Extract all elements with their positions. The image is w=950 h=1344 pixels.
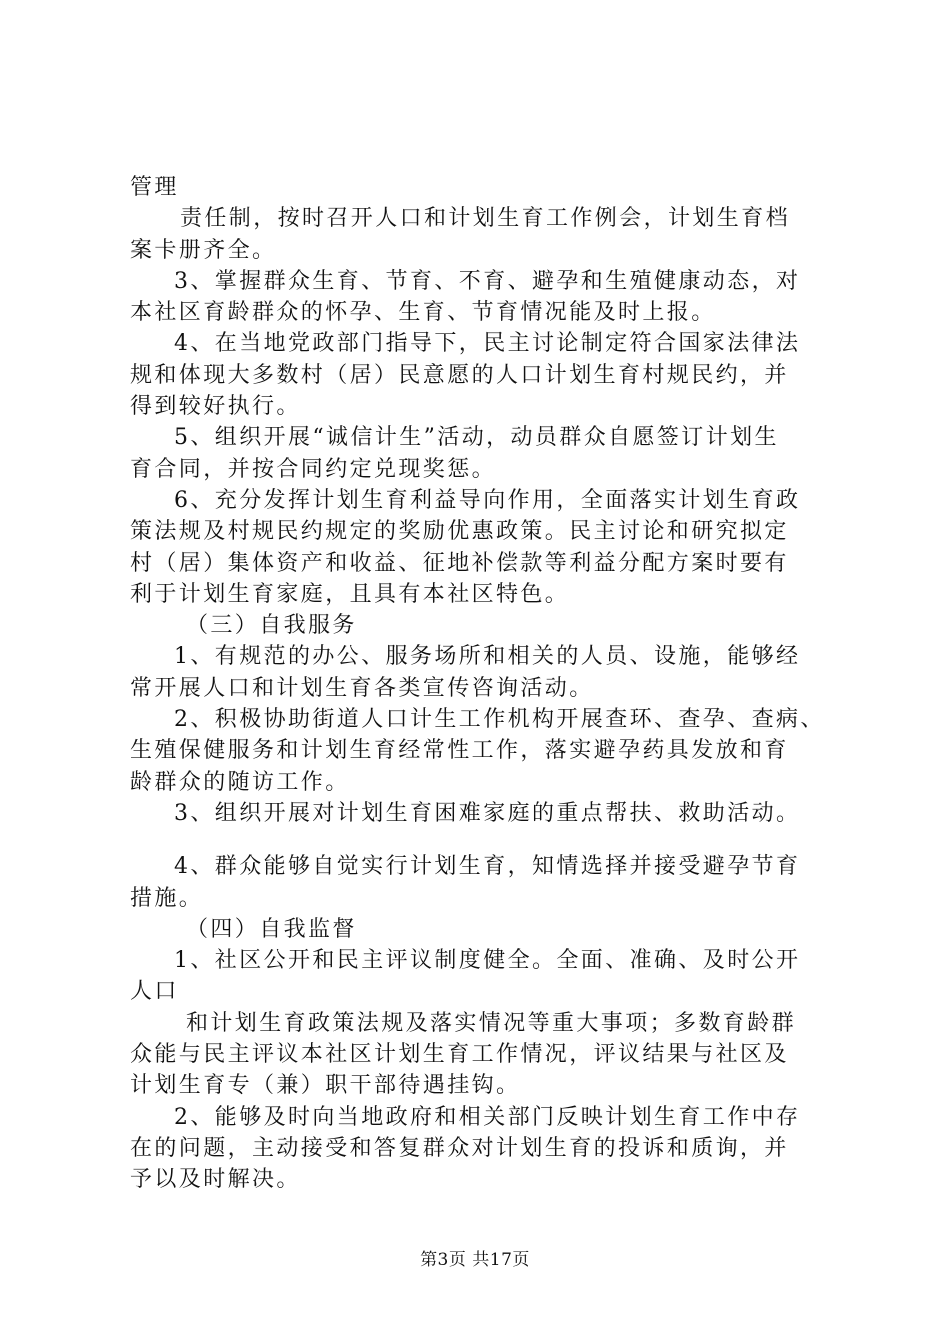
- text-line: 策法规及村规民约规定的奖励优惠政策。民主讨论和研究拟定: [130, 519, 789, 545]
- text-line: 6、充分发挥计划生育利益导向作用，全面落实计划生育政: [174, 487, 801, 513]
- text-line: 措施。: [130, 885, 204, 911]
- text-line: 2、积极协助街道人口计生工作机构开展查环、查孕、查病、: [174, 707, 825, 733]
- text-line: 管理: [130, 175, 179, 200]
- text-line: 在的问题，主动接受和答复群众对计划生育的投诉和质询，并: [130, 1135, 789, 1161]
- text-line: 1、有规范的办公、服务场所和相关的人员、设施，能够经: [174, 644, 801, 670]
- paragraph-gap: [130, 829, 830, 851]
- text-line: 村（居）集体资产和收益、征地补偿款等利益分配方案时要有: [130, 550, 789, 576]
- document-body: [130, 172, 830, 1196]
- text-line: 责任制，按时召开人口和计划生育工作例会，计划生育档: [180, 206, 791, 232]
- text-line: 1、社区公开和民主评议制度健全。全面、准确、及时公开: [174, 948, 801, 974]
- page-footer: 第3页 共17页: [420, 1250, 530, 1270]
- text-line: 得到较好执行。: [130, 394, 301, 420]
- text-line: 案卡册齐全。: [130, 237, 277, 263]
- section-heading: （四）自我监督: [186, 916, 357, 942]
- text-line: 5、组织开展“诚信计生”活动，动员群众自愿签订计划生: [174, 425, 779, 451]
- text-line: 龄群众的随访工作。: [130, 769, 350, 795]
- text-line: 和计划生育政策法规及落实情况等重大事项；多数育龄群: [186, 1010, 797, 1036]
- section-heading: （三）自我服务: [186, 613, 357, 639]
- text-line: 予以及时解决。: [130, 1167, 301, 1193]
- text-line: 3、组织开展对计划生育困难家庭的重点帮扶、救助活动。: [174, 800, 801, 826]
- text-line: 2、能够及时向当地政府和相关部门反映计划生育工作中存: [174, 1104, 801, 1130]
- text-line: 规和体现大多数村（居）民意愿的人口计划生育村规民约，并: [130, 362, 789, 388]
- text-line: 计划生育专（兼）职干部待遇挂钩。: [130, 1073, 521, 1099]
- text-line: 利于计划生育家庭，且具有本社区特色。: [130, 581, 570, 607]
- text-line: 众能与民主评议本社区计划生育工作情况，评议结果与社区及: [130, 1042, 789, 1068]
- text-line: 人口: [130, 979, 179, 1005]
- text-line: 常开展人口和计划生育各类宣传咨询活动。: [130, 675, 594, 701]
- text-line: 本社区育龄群众的怀孕、生育、节育情况能及时上报。: [130, 300, 716, 326]
- text-line: 育合同，并按合同约定兑现奖惩。: [130, 456, 497, 482]
- text-line: 4、群众能够自觉实行计划生育，知情选择并接受避孕节育: [174, 854, 801, 880]
- text-line: 3、掌握群众生育、节育、不育、避孕和生殖健康动态，对: [174, 268, 801, 294]
- text-line: 生殖保健服务和计划生育经常性工作，落实避孕药具发放和育: [130, 738, 789, 764]
- text-line: 4、在当地党政部门指导下，民主讨论制定符合国家法律法: [174, 331, 801, 357]
